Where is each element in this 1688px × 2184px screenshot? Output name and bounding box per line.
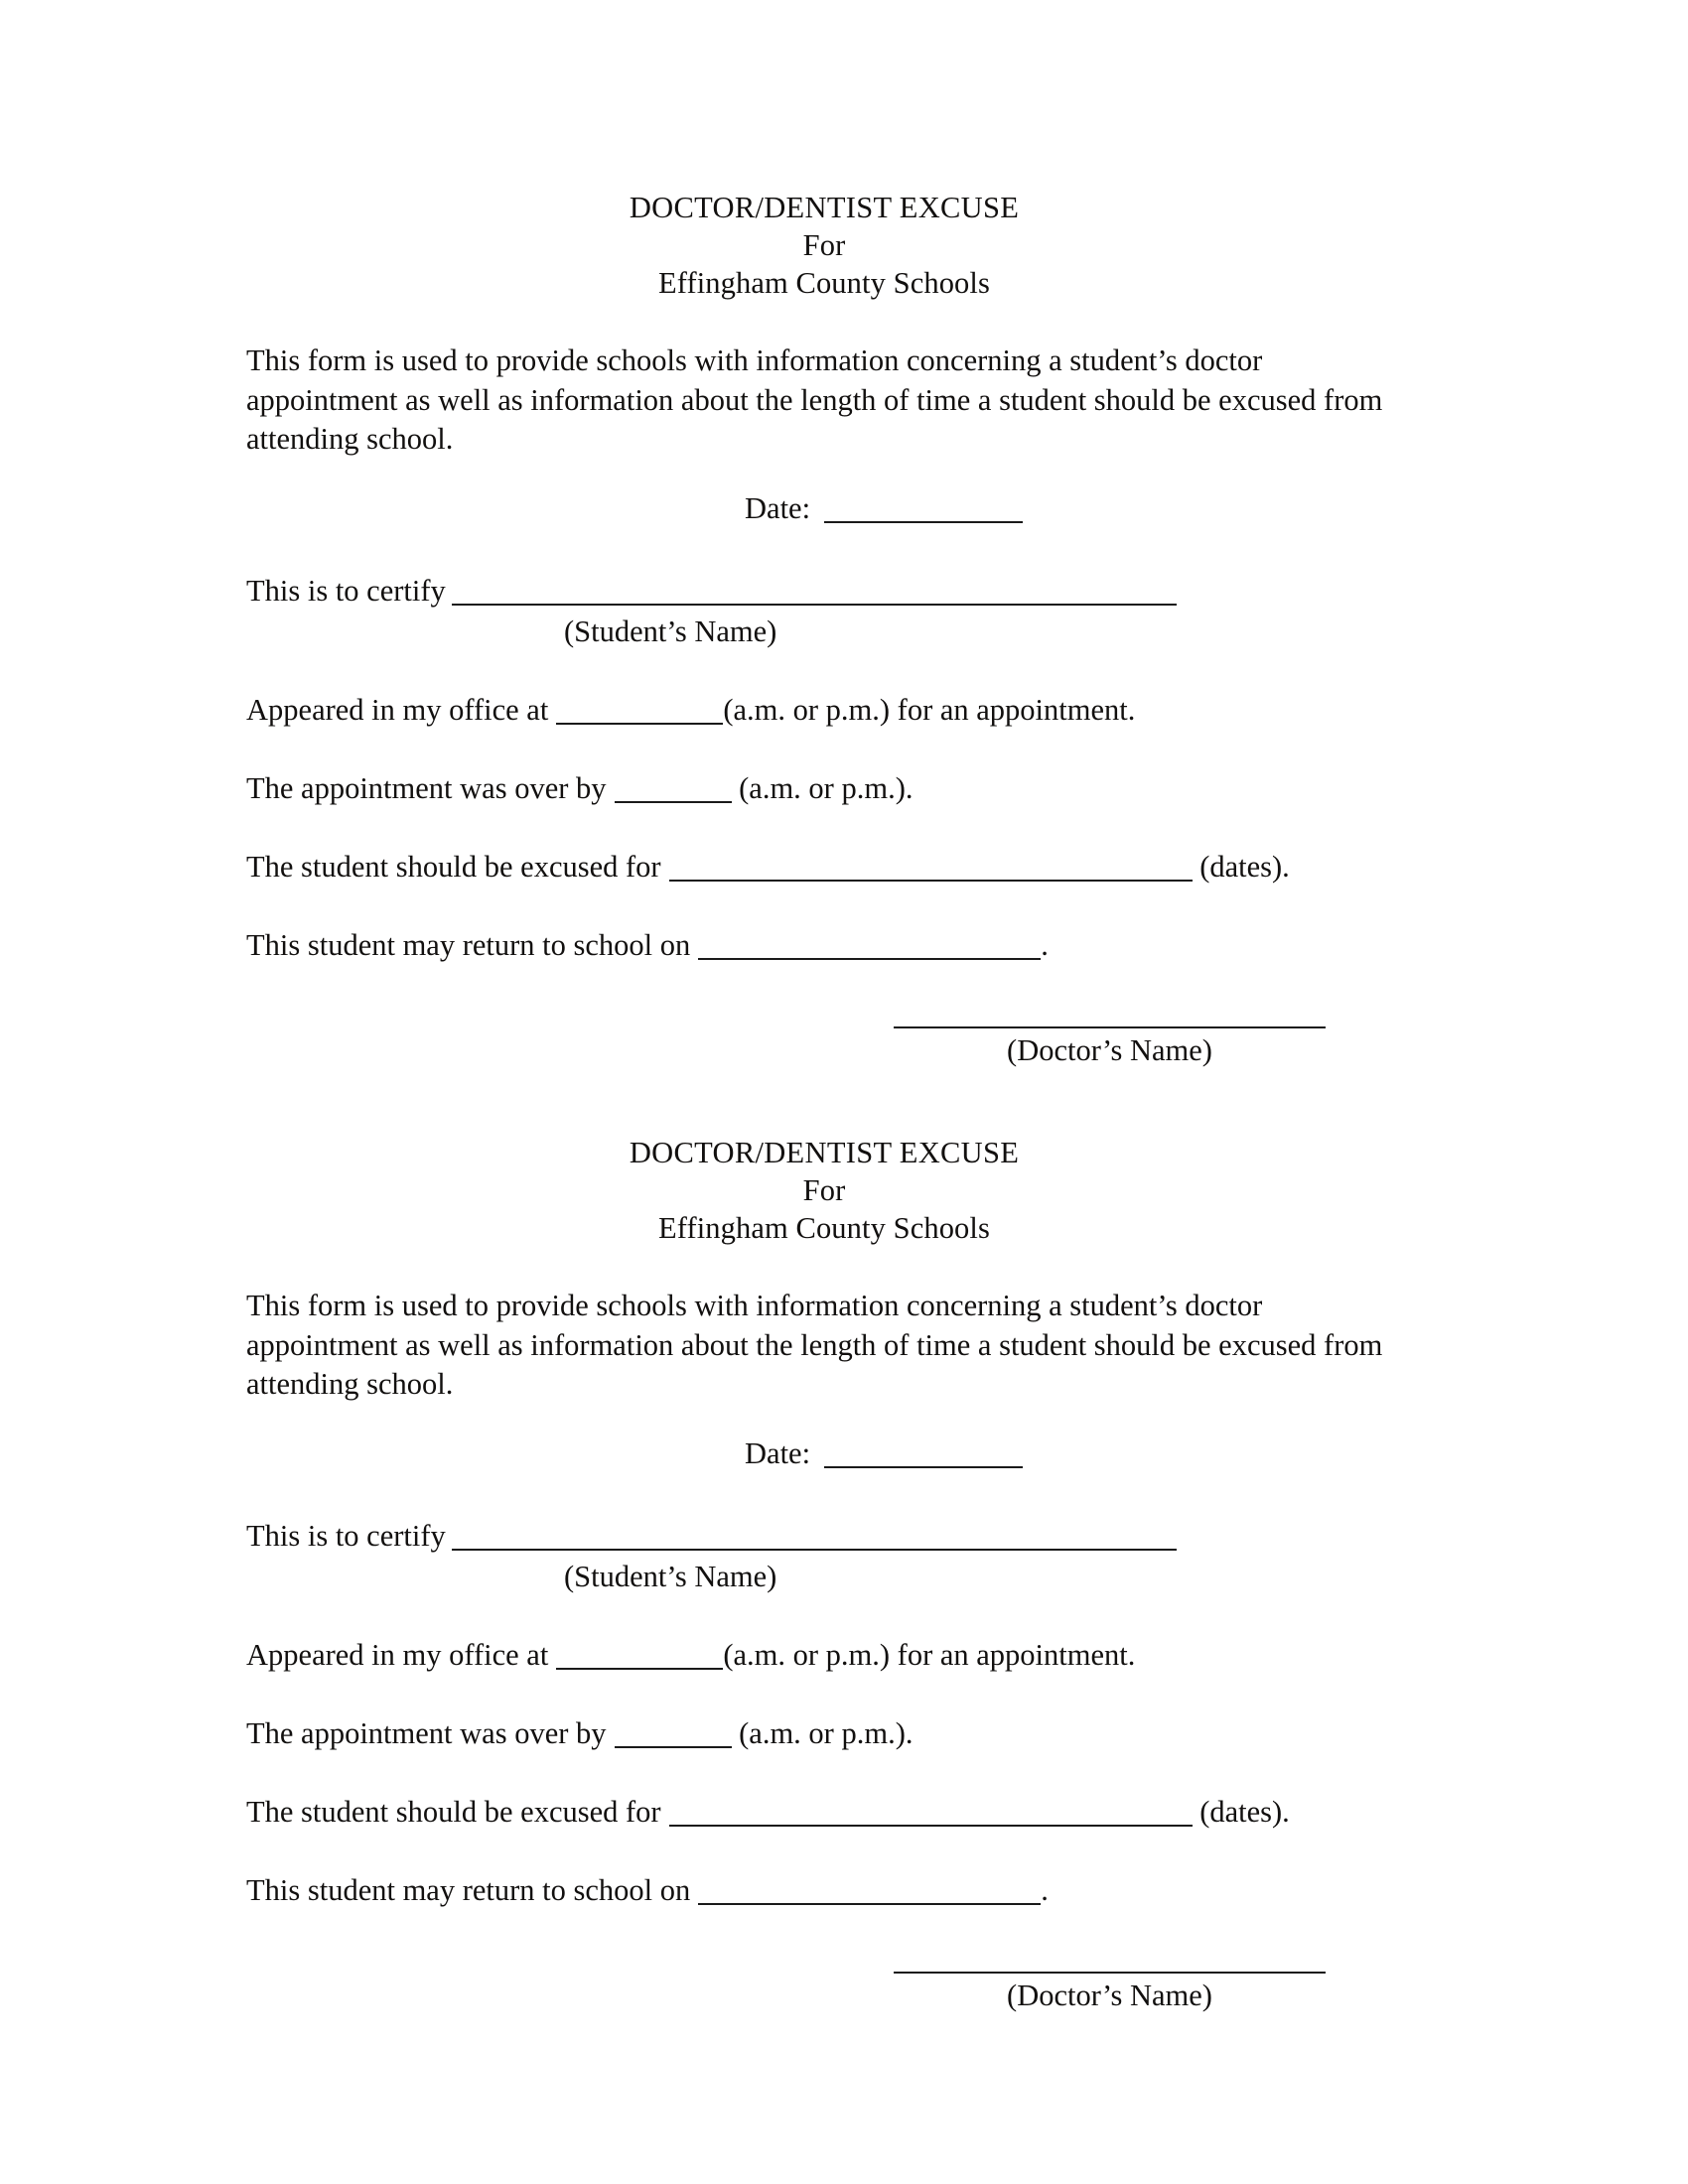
office-time-input-blank[interactable] xyxy=(556,1668,723,1670)
excused-dates-row xyxy=(246,1793,1402,1832)
return-date-row xyxy=(246,926,1402,965)
form-title-for: For xyxy=(802,228,846,262)
signature-block xyxy=(246,1972,1402,2015)
appointment-over-prefix: The appointment was over by xyxy=(246,1716,607,1750)
return-date-prefix: This student may return to school on xyxy=(246,928,691,962)
office-time-suffix: (a.m. or p.m.) for an appointment. xyxy=(723,1638,1136,1672)
return-date-suffix: . xyxy=(1041,1873,1049,1907)
certify-label: This is to certify xyxy=(246,1519,446,1553)
return-date-prefix: This student may return to school on xyxy=(246,1873,691,1907)
student-name-caption: (Student’s Name) xyxy=(564,614,777,648)
certify-label: This is to certify xyxy=(246,574,446,608)
excuse-form-copy-2 xyxy=(246,1134,1402,2015)
return-date-input-blank[interactable] xyxy=(698,1903,1041,1905)
signature-block xyxy=(246,1026,1402,1070)
office-time-suffix: (a.m. or p.m.) for an appointment. xyxy=(723,693,1136,727)
office-time-row xyxy=(246,691,1402,730)
appointment-over-input-blank[interactable] xyxy=(615,1746,732,1748)
form-heading xyxy=(246,1134,1402,1247)
intro-paragraph: This form is used to provide schools with information concerning a student’s doctor appointment as well as information about the length of time a student should be excused from attending school. xyxy=(246,343,1383,456)
student-name-input-blank[interactable] xyxy=(452,604,1177,606)
excused-dates-input-blank[interactable] xyxy=(669,1825,1193,1827)
date-field-row xyxy=(246,489,1402,528)
certify-row xyxy=(246,572,1402,611)
intro-paragraph: This form is used to provide schools with information concerning a student’s doctor appointment as well as information about the length of time a student should be excused from attending school. xyxy=(246,1289,1383,1401)
doctor-name-input-blank[interactable] xyxy=(894,1972,1326,1974)
doctor-name-caption: (Doctor’s Name) xyxy=(1007,1033,1212,1067)
office-time-prefix: Appeared in my office at xyxy=(246,1638,549,1672)
date-field-row xyxy=(246,1434,1402,1473)
appointment-over-suffix: (a.m. or p.m.). xyxy=(739,1716,914,1750)
date-input-blank[interactable] xyxy=(824,1466,1023,1468)
certify-row xyxy=(246,1517,1402,1556)
form-organization: Effingham County Schools xyxy=(658,266,990,300)
date-input-blank[interactable] xyxy=(824,521,1023,523)
excused-dates-prefix: The student should be excused for xyxy=(246,850,661,884)
appointment-over-row xyxy=(246,1714,1402,1753)
office-time-input-blank[interactable] xyxy=(556,723,723,725)
excused-dates-suffix: (dates). xyxy=(1199,850,1290,884)
excused-dates-suffix: (dates). xyxy=(1199,1795,1290,1829)
doctor-name-caption: (Doctor’s Name) xyxy=(1007,1979,1212,2012)
excused-dates-prefix: The student should be excused for xyxy=(246,1795,661,1829)
form-title-for: For xyxy=(802,1173,846,1207)
date-label: Date: xyxy=(745,1436,811,1470)
return-date-suffix: . xyxy=(1041,928,1049,962)
appointment-over-row xyxy=(246,769,1402,808)
excused-dates-row xyxy=(246,848,1402,887)
page-content xyxy=(246,189,1402,2015)
student-name-caption: (Student’s Name) xyxy=(564,1560,777,1593)
office-time-row xyxy=(246,1636,1402,1675)
form-organization: Effingham County Schools xyxy=(658,1211,990,1245)
form-title: DOCTOR/DENTIST EXCUSE xyxy=(629,191,1020,224)
office-time-prefix: Appeared in my office at xyxy=(246,693,549,727)
appointment-over-input-blank[interactable] xyxy=(615,801,732,803)
form-heading xyxy=(246,189,1402,302)
return-date-row xyxy=(246,1871,1402,1910)
student-name-input-blank[interactable] xyxy=(452,1549,1177,1551)
date-label: Date: xyxy=(745,491,811,525)
excuse-form-copy-1 xyxy=(246,189,1402,1070)
form-title: DOCTOR/DENTIST EXCUSE xyxy=(629,1136,1020,1169)
excused-dates-input-blank[interactable] xyxy=(669,880,1193,882)
appointment-over-suffix: (a.m. or p.m.). xyxy=(739,771,914,805)
return-date-input-blank[interactable] xyxy=(698,958,1041,960)
doctor-name-input-blank[interactable] xyxy=(894,1026,1326,1028)
appointment-over-prefix: The appointment was over by xyxy=(246,771,607,805)
